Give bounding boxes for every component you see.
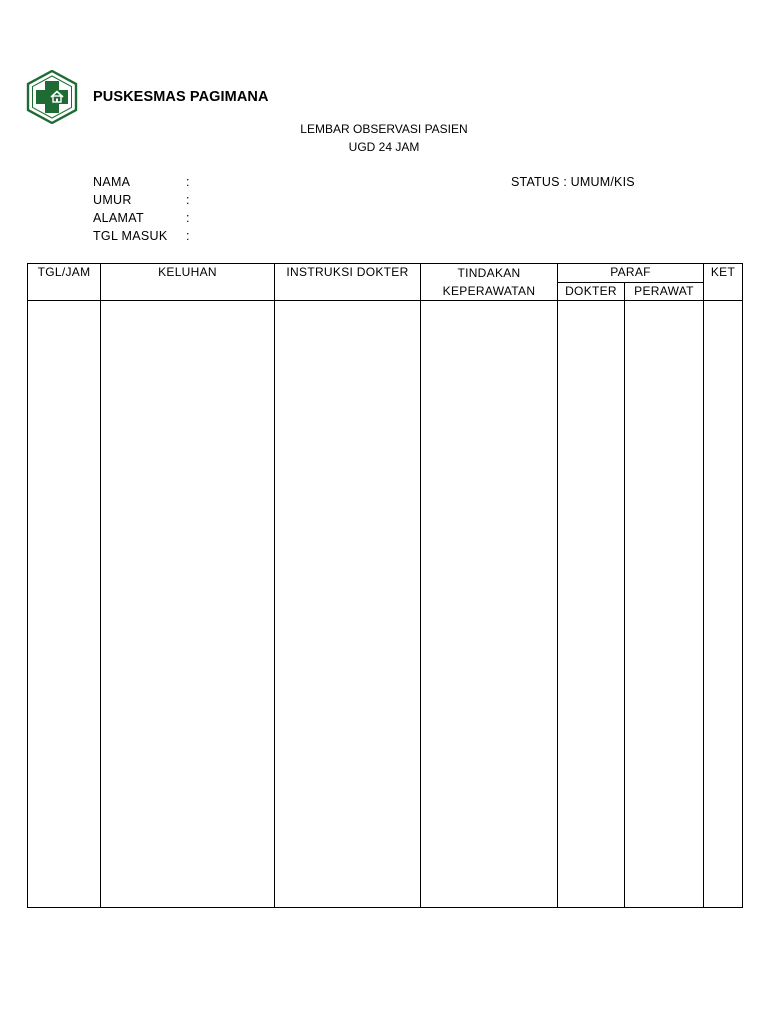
cell-keluhan: [101, 301, 275, 908]
field-separator: :: [186, 229, 190, 243]
field-separator: :: [186, 211, 190, 225]
field-alamat: [93, 211, 190, 225]
header-tindakan-line2: KEPERAWATAN: [442, 284, 536, 298]
cell-instruksi-dokter: [275, 301, 421, 908]
field-label: ALAMAT: [93, 211, 144, 225]
observation-table: [27, 263, 743, 908]
header-keluhan: KELUHAN: [101, 264, 275, 301]
document-subtitle: UGD 24 JAM: [348, 140, 420, 154]
document-title: LEMBAR OBSERVASI PASIEN: [300, 122, 468, 136]
field-nama: [93, 175, 190, 189]
table-row: [28, 301, 743, 908]
cell-tgl-jam: [28, 301, 101, 908]
header-tindakan-line1: TINDAKAN: [457, 266, 521, 280]
header-paraf: PARAF: [558, 264, 704, 283]
field-label: NAMA: [93, 175, 131, 189]
header-tgl-jam: TGL/JAM: [28, 264, 101, 301]
field-separator: :: [186, 175, 190, 189]
header-instruksi-dokter: INSTRUKSI DOKTER: [275, 264, 421, 301]
field-umur: [93, 193, 190, 207]
field-tgl-masuk: [93, 229, 190, 243]
field-label: TGL MASUK: [93, 229, 168, 243]
puskesmas-cross-logo-icon: [26, 70, 78, 124]
field-label: UMUR: [93, 193, 132, 207]
cell-ket: [704, 301, 743, 908]
field-separator: :: [186, 193, 190, 207]
cell-tindakan-keperawatan: [421, 301, 558, 908]
cell-paraf-perawat: [625, 301, 704, 908]
header-paraf-perawat: PERAWAT: [625, 283, 704, 301]
header-ket: KET: [704, 264, 743, 301]
header-paraf-dokter: DOKTER: [558, 283, 625, 301]
organization-name: PUSKESMAS PAGIMANA: [93, 89, 269, 105]
status-label: STATUS : UMUM/KIS: [511, 175, 635, 189]
header-tindakan-keperawatan: [421, 264, 558, 301]
cell-paraf-dokter: [558, 301, 625, 908]
